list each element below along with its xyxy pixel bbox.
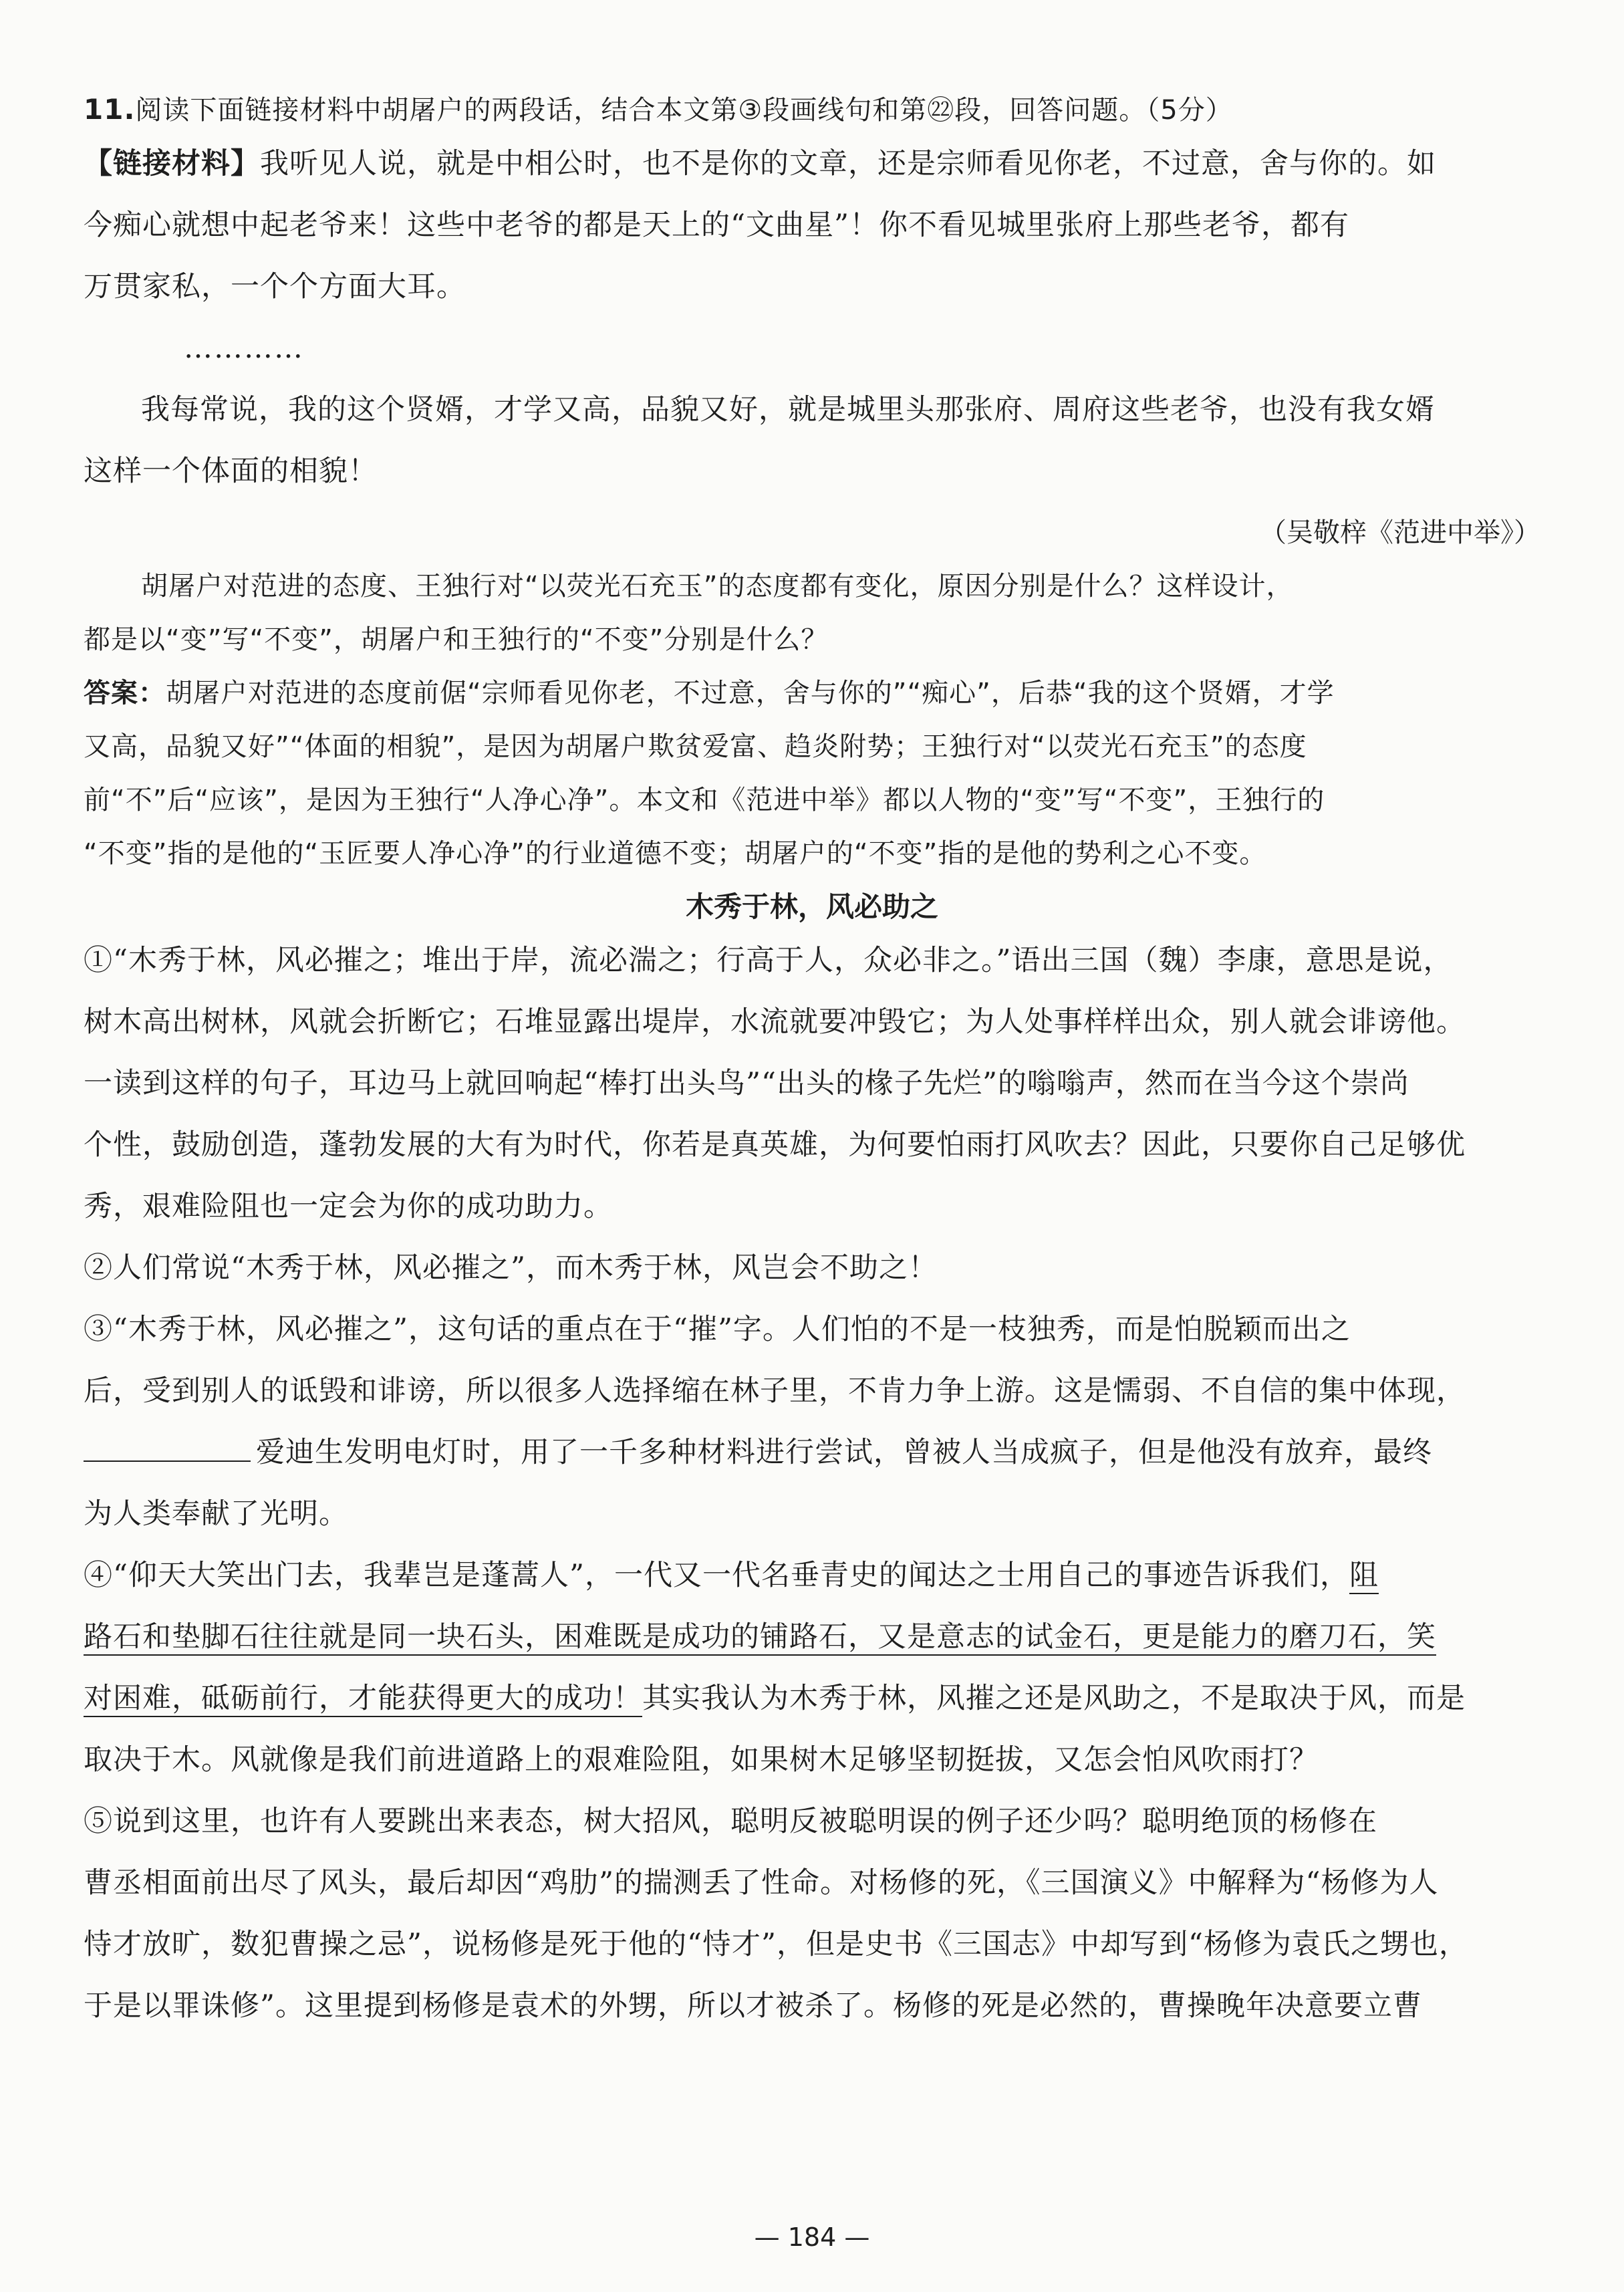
fill-in-blank[interactable]: [84, 1434, 251, 1462]
link-material-line: 今痴心就想中起老爷来！这些中老爷的都是天上的“文曲星”！你不看见城里张府上那些老爷，都有: [84, 209, 1349, 242]
essay-paragraph-2: ②人们常说“木秀于林，风必摧之”，而木秀于林，风岂会不助之！: [84, 1251, 938, 1285]
essay-paragraph-5: 曹丞相面前出尽了风头，最后却因“鸡肋”的揣测丢了性命。对杨修的死，《三国演义》中解释为“杨修为人: [84, 1866, 1439, 1900]
answer-line: 答案：胡屠户对范进的态度前倨“宗师看见你老，不过意，舍与你的”“痴心”，后恭“我的这个贤婿，才学: [84, 678, 1335, 709]
link-material-line: 这样一个体面的相貌！: [84, 455, 378, 488]
essay-paragraph-1: 秀，艰难险阻也一定会为你的成功助力。: [84, 1190, 613, 1223]
underlined-sentence: 路石和垫脚石往往就是同一块石头，困难既是成功的铺路石，又是意志的试金石，更是能力的磨刀石，笑: [84, 1620, 1436, 1654]
answer-label: 答案：: [84, 678, 166, 709]
essay-paragraph-3: 后，受到别人的诋毁和诽谤，所以很多人选择缩在林子里，不肯力争上游。这是懦弱、不自信的集中体现，: [84, 1374, 1466, 1408]
essay-paragraph-1: 个性，鼓励创造，蓬勃发展的大有为时代，你若是真英雄，为何要怕雨打风吹去？因此，只要你自己足够优: [84, 1128, 1466, 1162]
essay-paragraph-4: ④“仰天大笑出门去，我辈岂是蓬蒿人”，一代又一代名垂青史的闻达之士用自己的事迹告诉我们，阻: [84, 1559, 1379, 1592]
essay-paragraph-5: 恃才放旷，数犯曹操之忌”，说杨修是死于他的“恃才”，但是史书《三国志》中却写到“杨修为袁氏之甥也，: [84, 1928, 1468, 1961]
link-material-label: 【链接材料】: [84, 147, 260, 180]
essay-paragraph-4: 对困难，砥砺前行，才能获得更大的成功！其实我认为木秀于林，风摧之还是风助之，不是取决于风，而是: [84, 1682, 1466, 1715]
essay-paragraph-1: 一读到这样的句子，耳边马上就回响起“棒打出头鸟”“出头的椽子先烂”的嗡嗡声，然而在当今这个崇尚: [84, 1067, 1409, 1100]
link-material-line: 万贯家私，一个个方面大耳。: [84, 270, 466, 303]
essay-paragraph-3: ③“木秀于林，风必摧之”，这句话的重点在于“摧”字。人们怕的不是一枝独秀，而是怕脱颖而出之: [84, 1313, 1351, 1346]
answer-line: 前“不”后“应该”，是因为王独行“人净心净”。本文和《范进中举》都以人物的“变”写“不变”，王独行的: [84, 785, 1325, 815]
document-page: [84, 87, 1540, 2029]
link-material-line: 我每常说，我的这个贤婿，才学又高，品貌又好，就是城里头那张府、周府这些老爷，也没有我女婿: [141, 393, 1435, 426]
essay-paragraph-5: 于是以罪诛修”。这里提到杨修是袁术的外甥，所以才被杀了。杨修的死是必然的，曹操晚年决意要立曹: [84, 1989, 1422, 2023]
essay-paragraph-4: [84, 1614, 1540, 1660]
essay-title: 木秀于林，风必助之: [685, 890, 938, 923]
source-citation: （吴敬梓《范进中举》）: [1260, 517, 1540, 548]
page-number: — 184 —: [754, 2222, 870, 2252]
question-body-line: 都是以“变”写“不变”，胡屠户和王独行的“不变”分别是什么？: [84, 624, 829, 655]
ellipsis: …………: [184, 332, 304, 365]
question-text: 阅读下面链接材料中胡屠户的两段话，结合本文第③段画线句和第㉒段，回答问题。（5分）: [135, 95, 1233, 126]
link-material-line: 【链接材料】我听见人说，就是中相公时，也不是你的文章，还是宗师看见你老，不过意，舍与你的。如: [84, 147, 1436, 180]
essay-paragraph-4: 取决于木。风就像是我们前进道路上的艰难险阻，如果树木足够坚韧挺拔，又怎会怕风吹雨打？: [84, 1743, 1319, 1777]
question-body-line: 胡屠户对范进的态度、王独行对“以荧光石充玉”的态度都有变化，原因分别是什么？这样设计，: [141, 571, 1294, 602]
essay-paragraph-3: 爱迪生发明电灯时，用了一千多种材料进行尝试，曾被人当成疯子，但是他没有放弃，最终: [84, 1430, 1540, 1475]
essay-paragraph-1: 树木高出树林，风就会折断它；石堆显露出堤岸，水流就要冲毁它；为人处事样样出众，别人就会诽谤他。: [84, 1005, 1466, 1039]
underlined-sentence: 对困难，砥砺前行，才能获得更大的成功！: [84, 1682, 642, 1715]
question-prompt: [84, 87, 1540, 133]
underlined-sentence: 阻: [1349, 1559, 1379, 1592]
essay-paragraph-5: ⑤说到这里，也许有人要跳出来表态，树大招风，聪明反被聪明误的例子还少吗？聪明绝顶的杨修在: [84, 1805, 1377, 1838]
essay-paragraph-3: 为人类奉献了光明。: [84, 1497, 348, 1531]
question-number: 11.: [84, 93, 136, 126]
essay-paragraph-1: ①“木秀于林，风必摧之；堆出于岸，流必湍之；行高于人，众必非之。”语出三国（魏）李康，意思是说，: [84, 944, 1453, 977]
answer-line: 又高，品貌又好”“体面的相貌”，是因为胡屠户欺贫爱富、趋炎附势；王独行对“以荧光石充玉”的态度: [84, 731, 1307, 762]
answer-line: “不变”指的是他的“玉匠要人净心净”的行业道德不变；胡屠户的“不变”指的是他的势利之心不变。: [84, 838, 1267, 869]
